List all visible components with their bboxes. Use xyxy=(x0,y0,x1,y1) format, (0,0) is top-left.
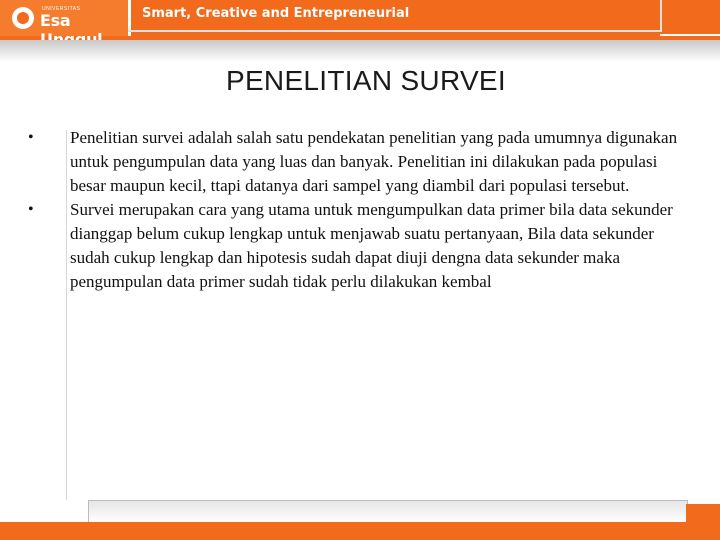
logo-name: Esa xyxy=(40,11,71,30)
bullet-item xyxy=(28,126,688,198)
bullet-text: Survei merupakan cara yang utama untuk mengumpulkan data primer bila data sekunder dianggap belum cukup lengkap untuk menjawab suatu pertanyaan, Bila data sekunder sudah cukup lengkap dan hipotesis sudah dapat diuji dengna data sekunder maka pengumpulan data primer sudah tidak perlu dilakukan kembal xyxy=(70,200,673,291)
tagline: Smart, Creative and Entrepreneurial xyxy=(142,6,410,21)
university-logo-icon xyxy=(12,7,34,29)
header-frame-right xyxy=(660,0,720,36)
bullet-item xyxy=(28,198,688,294)
bullet-icon: • xyxy=(28,201,34,218)
header-shadow xyxy=(0,40,720,62)
header-bar xyxy=(0,0,720,40)
bullet-text: Penelitian survei adalah salah satu pendekatan penelitian yang pada umumnya digunakan untuk pengumpulan data yang luas dan banyak. Penelitian ini dilakukan pada populasi besar maupun kecil, ttapi datanya dari sampel yang diambil dari populasi tersebut. xyxy=(70,128,678,195)
footer-bar xyxy=(88,500,688,523)
slide-content xyxy=(28,126,688,294)
bullet-icon: • xyxy=(28,129,34,146)
slide-title: PENELITIAN SURVEI xyxy=(225,65,506,96)
logo xyxy=(0,0,131,36)
logo-small-text: UNIVERSITAS xyxy=(42,6,81,12)
footer-strip xyxy=(0,522,720,540)
footer-accent xyxy=(686,504,720,522)
